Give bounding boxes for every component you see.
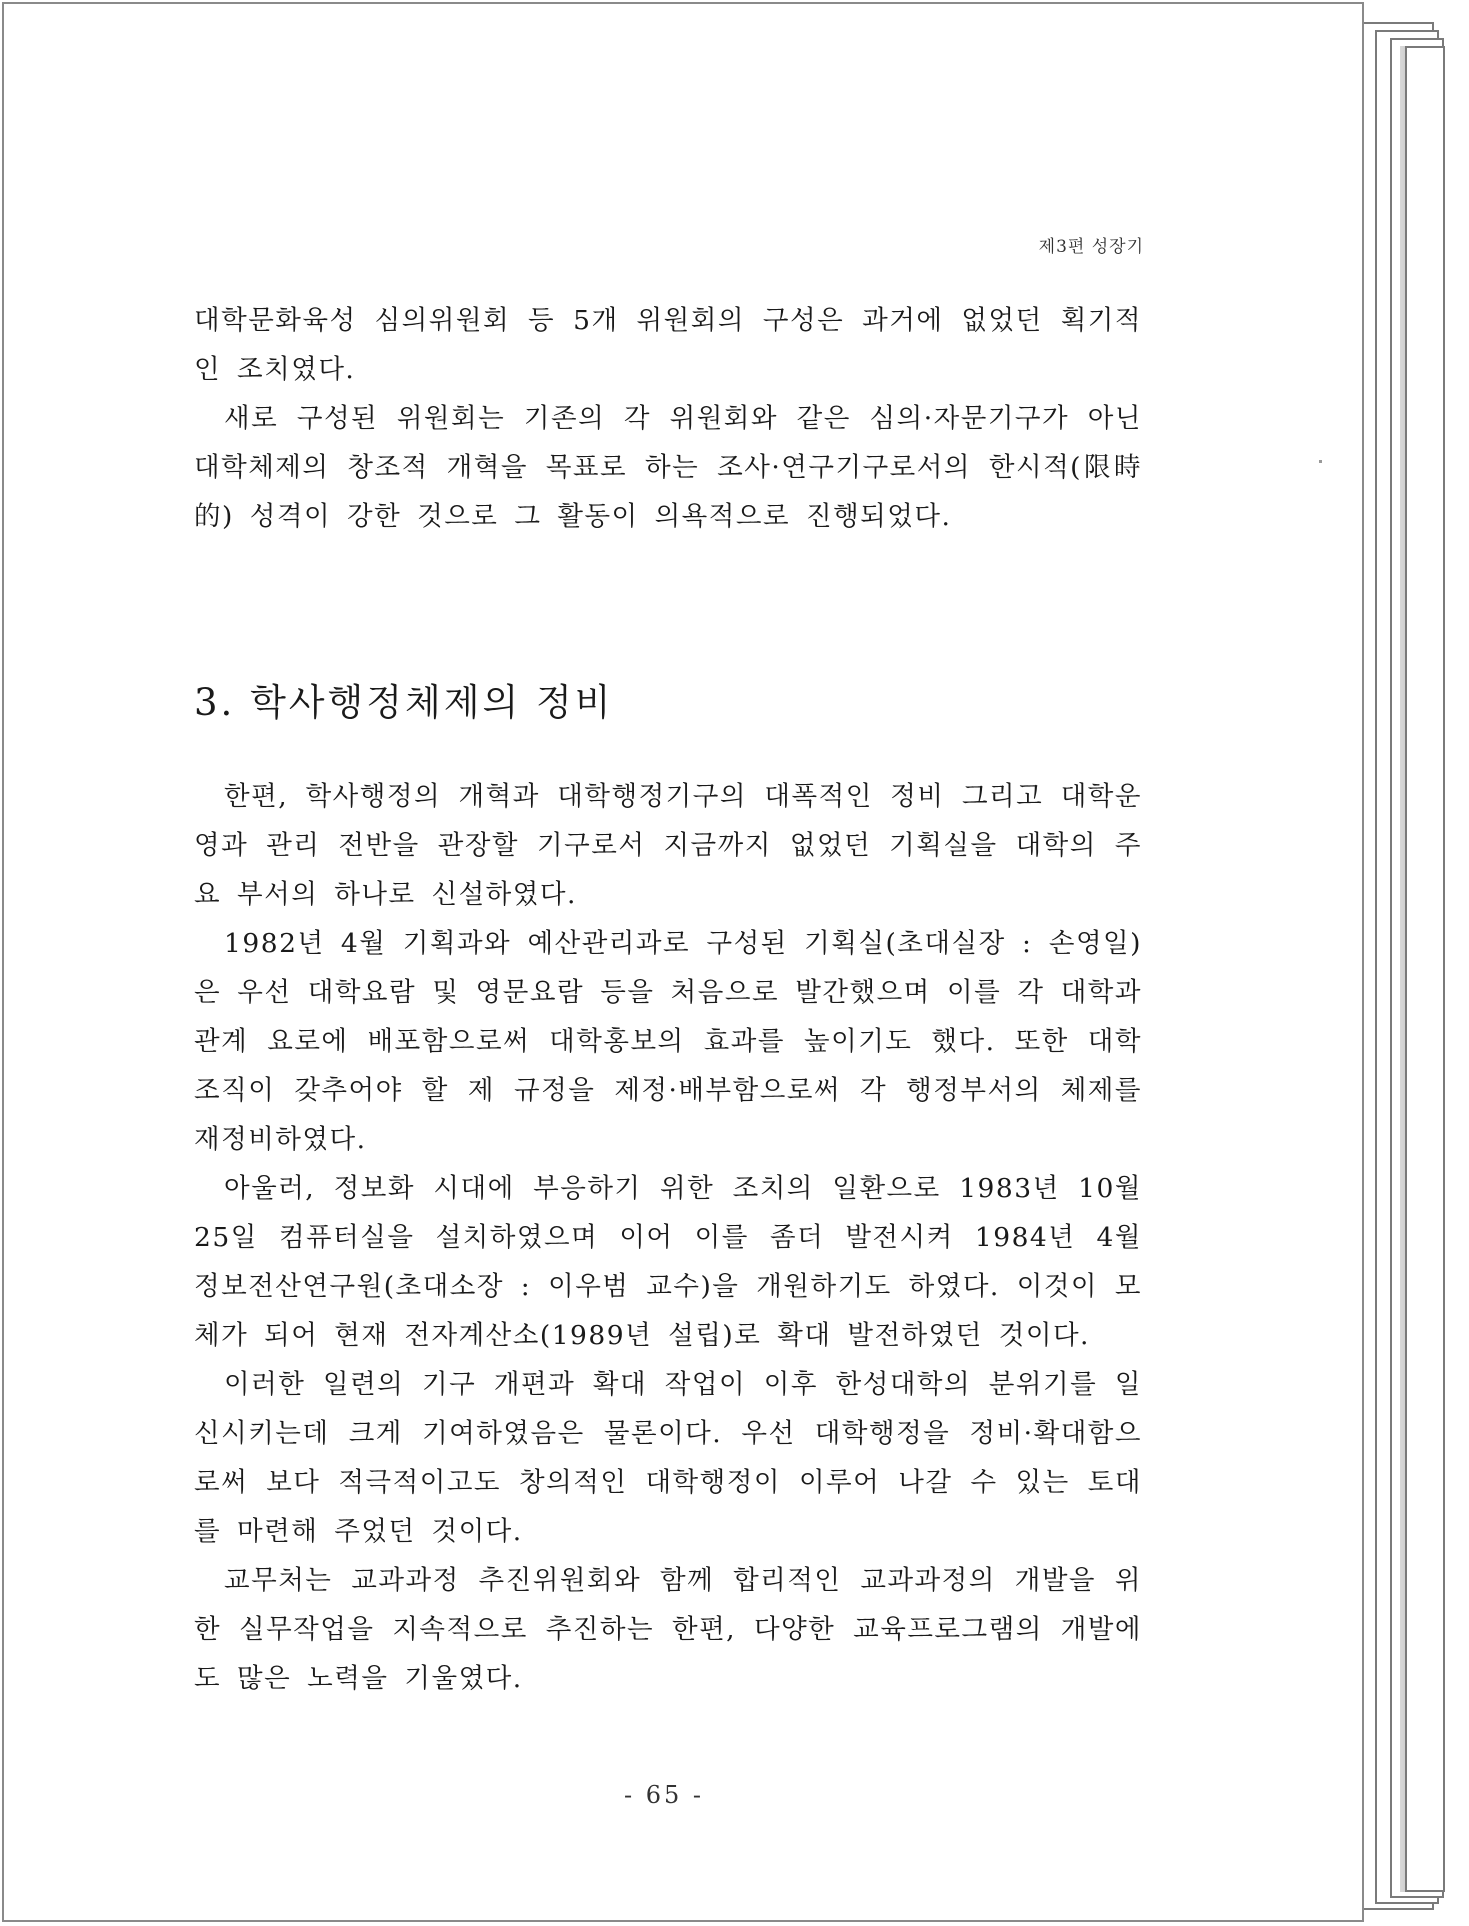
paragraph: 대학문화육성 심의위원회 등 5개 위원회의 구성은 과거에 없었던 획기적인 조치였다.	[194, 305, 1142, 385]
paragraph: 이러한 일련의 기구 개편과 확대 작업이 이후 한성대학의 분위기를 일신시키는데 크게 기여하였음은 물론이다. 우선 대학행정을 정비·확대함으로써 보다 적극적이고도 창의적인 대학행정이 이루어 나갈 수 있는 토대를 마련해 주었던 것이다.	[194, 1369, 1142, 1547]
page-edge	[1405, 46, 1445, 1892]
intro-text	[194, 296, 1142, 541]
running-header: 제3편 성장기	[1038, 237, 1144, 257]
paragraph: 1982년 4월 기획과와 예산관리과로 구성된 기획실(초대실장 : 손영일)은 우선 대학요람 및 영문요람 등을 처음으로 발간했으며 이를 각 대학과 관계 요로에 배포함으로써 대학홍보의 효과를 높이기도 했다. 또한 대학조직이 갖추어야 할 제 규정을 제정·배부함으로써 각 행정부서의 체제를 재정비하였다.	[194, 928, 1142, 1155]
paragraph: 아울러, 정보화 시대에 부응하기 위한 조치의 일환으로 1983년 10월 25일 컴퓨터실을 설치하였으며 이어 이를 좀더 발전시켜 1984년 4월 정보전산연구원(초대소장 : 이우범 교수)을 개원하기도 하였다. 이것이 모체가 되어 현재 전자계산소(1989년 설립)로 확대 발전하였던 것이다.	[194, 1173, 1142, 1351]
paragraph: 한편, 학사행정의 개혁과 대학행정기구의 대폭적인 정비 그리고 대학운영과 관리 전반을 관장할 기구로서 지금까지 없었던 기획실을 대학의 주요 부서의 하나로 신설하였다.	[194, 781, 1142, 910]
scan-speck	[1319, 460, 1322, 463]
page-number: - 65 -	[623, 1781, 704, 1809]
paragraph: 교무처는 교과과정 추진위원회와 함께 합리적인 교과과정의 개발을 위한 실무작업을 지속적으로 추진하는 한편, 다양한 교육프로그램의 개발에도 많은 노력을 기울였다.	[194, 1565, 1142, 1694]
page	[2, 2, 1364, 1922]
paragraph: 새로 구성된 위원회는 기존의 각 위원회와 같은 심의·자문기구가 아닌 대학체제의 창조적 개혁을 목표로 하는 조사·연구기구로서의 한시적(限時的) 성격이 강한 것으로 그 활동이 의욕적으로 진행되었다.	[194, 403, 1142, 532]
section-body	[194, 772, 1142, 1703]
section-heading: 3. 학사행정체제의 정비	[194, 681, 614, 724]
